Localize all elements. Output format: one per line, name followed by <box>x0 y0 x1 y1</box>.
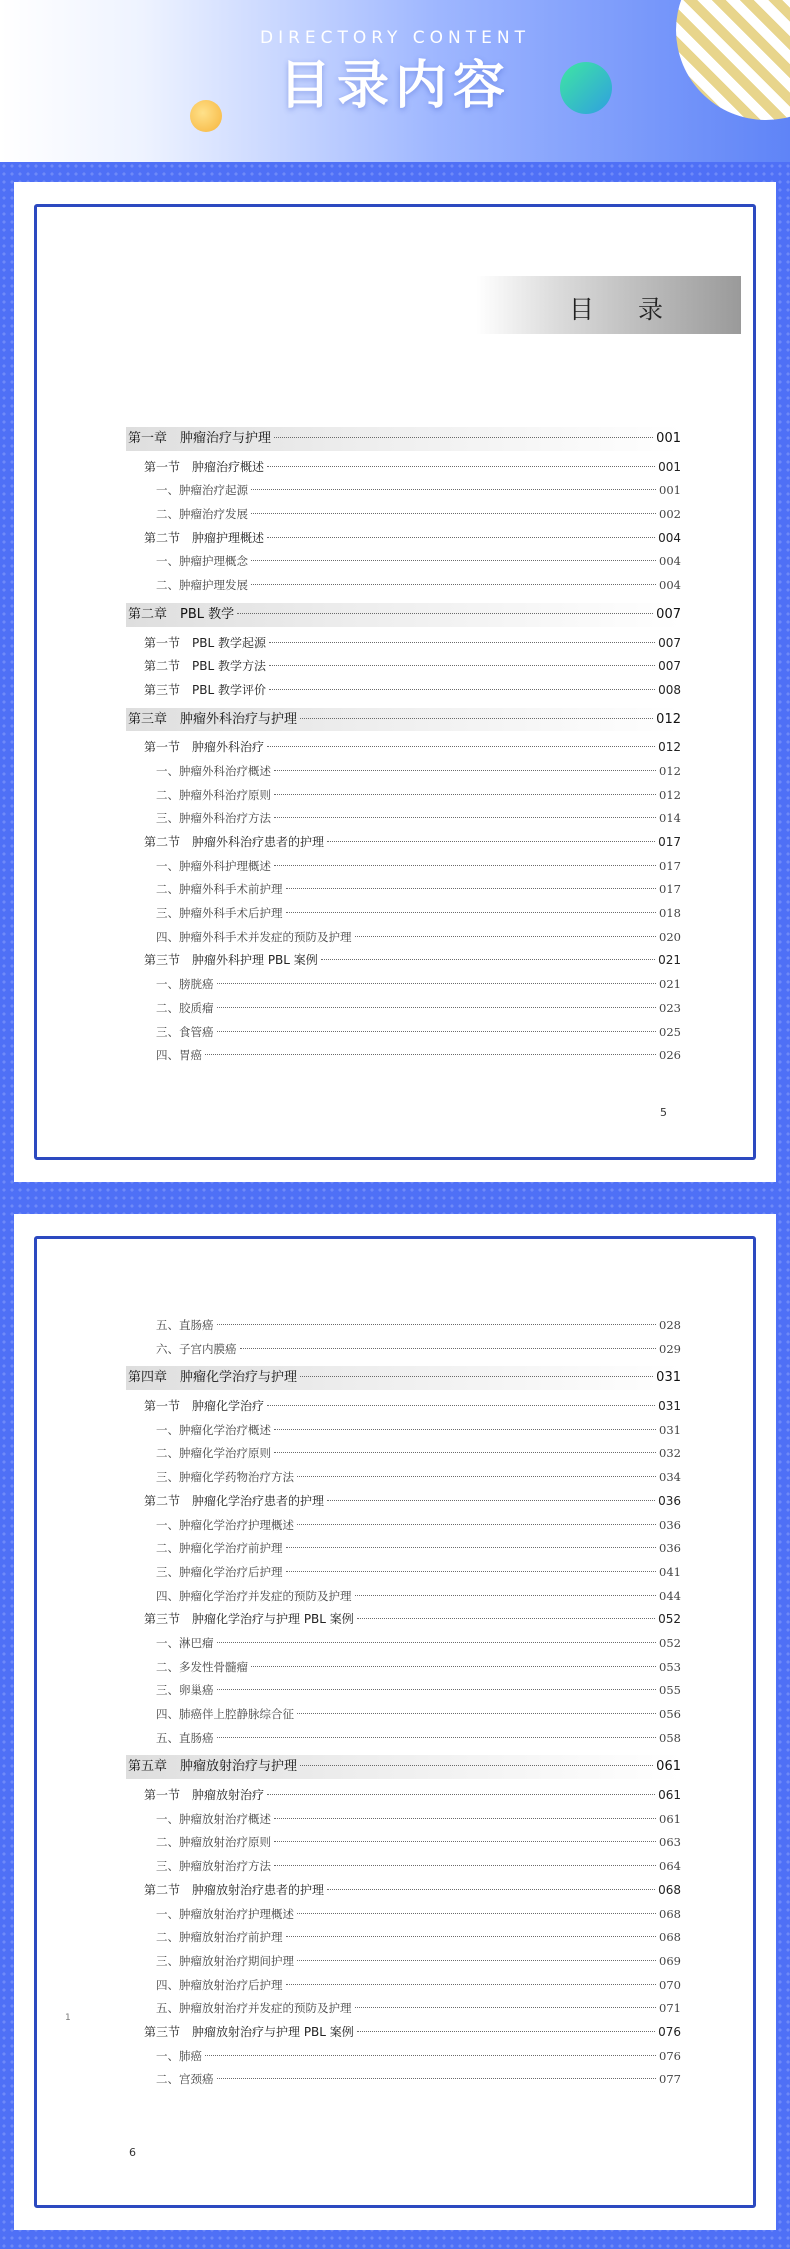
toc-item-row <box>126 902 681 926</box>
dot-leader <box>300 718 653 719</box>
toc-entry-page: 018 <box>659 906 681 921</box>
dot-leader <box>274 817 656 818</box>
toc-entry-title: 四、肺癌伴上腔静脉综合征 <box>156 1707 294 1721</box>
toc-item-row <box>126 1703 681 1727</box>
dot-leader <box>251 560 656 561</box>
toc-item-row <box>126 1632 681 1656</box>
toc-entry-title: 四、肿瘤化学治疗并发症的预防及护理 <box>156 1588 352 1603</box>
dot-leader <box>217 1324 657 1325</box>
toc-entry-title: 五、直肠癌 <box>156 1730 214 1745</box>
toc-entry-page: 061 <box>656 1759 681 1775</box>
toc-entry-title: 第三节 肿瘤化学治疗与护理 PBL 案例 <box>144 1612 354 1627</box>
toc-item-row <box>126 926 681 950</box>
toc-entry-title: 二、多发性骨髓瘤 <box>156 1659 248 1674</box>
toc-list <box>126 1314 681 2092</box>
toc-entry-page: 004 <box>659 578 681 593</box>
toc-item-row <box>126 973 681 997</box>
toc-entry-title: 第五章 肿瘤放射治疗与护理 <box>128 1759 298 1775</box>
dot-leader <box>286 912 657 913</box>
dot-leader <box>355 1595 657 1596</box>
toc-entry-page: 052 <box>658 1612 681 1627</box>
toc-entry-title: 二、肿瘤放射治疗前护理 <box>156 1930 283 1945</box>
toc-section-row <box>126 1879 681 1903</box>
dot-leader <box>274 1865 656 1866</box>
dot-leader <box>355 936 657 937</box>
dot-leader <box>274 1818 656 1819</box>
dot-leader <box>251 489 656 490</box>
dot-leader <box>327 1500 655 1501</box>
toc-entry-page: 021 <box>659 977 681 992</box>
toc-item-row <box>126 1314 681 1338</box>
dot-leader <box>267 537 655 538</box>
toc-item-row <box>126 1021 681 1045</box>
toc-entry-title: 第二节 肿瘤放射治疗患者的护理 <box>144 1882 325 1897</box>
header-subtitle: DIRECTORY CONTENT <box>260 28 530 48</box>
toc-entry-page: 007 <box>656 606 681 622</box>
toc-item-row <box>126 1727 681 1751</box>
toc-entry-page: 064 <box>659 1859 681 1874</box>
toc-item-row <box>126 784 681 808</box>
toc-entry-page: 068 <box>658 1882 681 1897</box>
toc-item-row <box>126 1679 681 1703</box>
dot-leader <box>297 1524 656 1525</box>
toc-item-row <box>126 503 681 527</box>
toc-entry-title: 四、胃癌 <box>156 1048 202 1063</box>
dot-leader <box>217 1737 657 1738</box>
toc-entry-page: 070 <box>659 1977 681 1992</box>
toc-entry-title: 三、卵巢癌 <box>156 1683 214 1698</box>
toc-entry-page: 068 <box>659 1906 681 1921</box>
toc-entry-page: 034 <box>659 1470 681 1485</box>
dot-leader <box>217 1642 657 1643</box>
toc-item-row <box>126 2045 681 2069</box>
dot-leader <box>267 1405 655 1406</box>
toc-entry-title: 二、胶质瘤 <box>156 1000 214 1015</box>
toc-entry-title: 二、肿瘤治疗发展 <box>156 507 248 522</box>
toc-item-row <box>126 1926 681 1950</box>
toc-entry-page: 036 <box>658 1493 681 1508</box>
dot-leader <box>300 1765 653 1766</box>
toc-entry-title: 二、肿瘤放射治疗原则 <box>156 1835 271 1850</box>
toc-section-row <box>126 1608 681 1632</box>
toc-item-row <box>126 855 681 879</box>
dot-leader <box>327 841 655 842</box>
toc-entry-title: 一、肿瘤外科治疗概述 <box>156 763 271 778</box>
toc-entry-page: 001 <box>658 459 681 474</box>
dot-leader <box>251 1666 656 1667</box>
toc-entry-page: 061 <box>659 1811 681 1826</box>
toc-entry-page: 031 <box>658 1399 681 1414</box>
dot-leader <box>205 2055 656 2056</box>
toc-entry-page: 036 <box>659 1517 681 1532</box>
toc-entry-page: 025 <box>659 1024 681 1039</box>
toc-list <box>126 422 681 1068</box>
toc-item-row <box>126 760 681 784</box>
dot-leader <box>286 888 657 889</box>
toc-entry-title: 三、食管癌 <box>156 1024 214 1039</box>
dot-leader <box>300 1376 653 1377</box>
toc-item-row <box>126 1585 681 1609</box>
toc-entry-title: 一、肿瘤放射治疗护理概述 <box>156 1906 294 1921</box>
toc-entry-title: 二、肿瘤护理发展 <box>156 578 248 593</box>
toc-item-row <box>126 878 681 902</box>
margin-mark: 1 <box>65 2013 71 2023</box>
toc-heading: 目 录 <box>569 295 681 324</box>
toc-entry-page: 007 <box>658 635 681 650</box>
toc-entry-page: 021 <box>658 953 681 968</box>
toc-item-row <box>126 1808 681 1832</box>
toc-chapter-row <box>126 603 681 627</box>
toc-entry-page: 029 <box>659 1341 681 1356</box>
toc-item-row <box>126 1419 681 1443</box>
dot-leader <box>205 1054 656 1055</box>
toc-entry-title: 第二节 肿瘤护理概述 <box>144 530 265 545</box>
toc-page-1 <box>14 182 776 1182</box>
toc-item-row <box>126 550 681 574</box>
dot-leader <box>274 1841 656 1842</box>
dot-leader <box>217 1031 657 1032</box>
toc-section-row <box>126 1490 681 1514</box>
toc-entry-title: 四、肿瘤放射治疗后护理 <box>156 1977 283 1992</box>
toc-entry-page: 002 <box>659 507 681 522</box>
header-banner <box>0 0 790 162</box>
toc-chapter-row <box>126 1366 681 1390</box>
toc-entry-page: 077 <box>659 2072 681 2087</box>
dot-leader <box>286 1936 657 1937</box>
toc-entry-title: 二、肿瘤外科治疗原则 <box>156 787 271 802</box>
dot-leader <box>267 466 655 467</box>
toc-item-row <box>126 807 681 831</box>
toc-entry-title: 二、肿瘤外科手术前护理 <box>156 882 283 897</box>
dot-leader <box>240 1348 657 1349</box>
dot-leader <box>297 1913 656 1914</box>
toc-entry-title: 一、肿瘤治疗起源 <box>156 483 248 498</box>
toc-section-row <box>126 949 681 973</box>
toc-entry-page: 036 <box>659 1541 681 1556</box>
toc-entry-page: 017 <box>658 835 681 849</box>
toc-entry-page: 017 <box>659 858 681 873</box>
toc-entry-page: 008 <box>658 682 681 697</box>
toc-entry-page: 056 <box>659 1707 681 1721</box>
toc-entry-title: 第一章 肿瘤治疗与护理 <box>128 431 272 446</box>
toc-entry-title: 第一节 肿瘤外科治疗 <box>144 740 265 755</box>
toc-entry-title: 三、肿瘤外科手术后护理 <box>156 906 283 921</box>
toc-entry-title: 五、直肠癌 <box>156 1318 214 1332</box>
toc-item-row <box>126 1903 681 1927</box>
toc-section-row <box>126 456 681 480</box>
toc-entry-title: 第三章 肿瘤外科治疗与护理 <box>128 711 298 727</box>
toc-section-row <box>126 632 681 656</box>
toc-item-row <box>126 1442 681 1466</box>
toc-entry-page: 031 <box>659 1422 681 1437</box>
toc-entry-page: 017 <box>659 882 681 897</box>
toc-entry-title: 一、肿瘤化学治疗护理概述 <box>156 1517 294 1532</box>
dot-leader <box>286 1571 657 1572</box>
dot-leader <box>251 584 656 585</box>
dot-leader <box>286 1984 657 1985</box>
dot-leader <box>286 1547 657 1548</box>
header-title: 目录内容 <box>278 56 511 116</box>
toc-entry-page: 001 <box>656 431 681 446</box>
toc-entry-page: 053 <box>659 1659 681 1674</box>
toc-chapter-row <box>126 708 681 732</box>
toc-entry-page: 044 <box>659 1588 681 1603</box>
toc-entry-title: 第二节 肿瘤外科治疗患者的护理 <box>144 835 325 849</box>
dot-leader <box>274 1429 656 1430</box>
toc-entry-page: 031 <box>656 1370 681 1386</box>
toc-entry-title: 三、肿瘤化学药物治疗方法 <box>156 1470 294 1485</box>
dot-leader <box>267 1794 655 1795</box>
toc-entry-title: 六、子宫内膜癌 <box>156 1341 237 1356</box>
toc-entry-page: 041 <box>659 1564 681 1579</box>
toc-entry-title: 三、肿瘤放射治疗方法 <box>156 1859 271 1874</box>
toc-entry-page: 012 <box>656 711 681 727</box>
toc-entry-page: 028 <box>659 1318 681 1332</box>
toc-entry-page: 007 <box>658 659 681 674</box>
dot-leader <box>217 2078 657 2079</box>
toc-entry-title: 四、肿瘤外科手术并发症的预防及护理 <box>156 929 352 944</box>
toc-item-row <box>126 1466 681 1490</box>
toc-entry-page: 023 <box>659 1000 681 1015</box>
toc-entry-title: 一、肿瘤化学治疗概述 <box>156 1422 271 1437</box>
toc-item-row <box>126 1997 681 2021</box>
toc-entry-title: 一、肿瘤外科护理概述 <box>156 858 271 873</box>
toc-item-row <box>126 1831 681 1855</box>
toc-item-row <box>126 1561 681 1585</box>
toc-entry-page: 052 <box>659 1635 681 1650</box>
dot-leader <box>274 865 656 866</box>
toc-entry-title: 第一节 肿瘤放射治疗 <box>144 1788 265 1803</box>
dot-leader <box>269 689 655 690</box>
dot-leader <box>267 746 655 747</box>
toc-entry-page: 020 <box>659 929 681 944</box>
toc-entry-title: 二、宫颈癌 <box>156 2072 214 2087</box>
dot-leader <box>237 613 653 614</box>
dot-leader <box>274 1452 656 1453</box>
toc-entry-page: 069 <box>659 1953 681 1968</box>
dot-leader <box>321 959 655 960</box>
toc-item-row <box>126 574 681 598</box>
toc-entry-title: 一、淋巴瘤 <box>156 1635 214 1650</box>
dot-leader <box>357 1618 655 1619</box>
dot-leader <box>274 437 653 438</box>
page-number: 6 <box>129 2146 136 2159</box>
toc-item-row <box>126 1044 681 1068</box>
toc-entry-page: 004 <box>659 554 681 569</box>
toc-entry-title: 二、肿瘤化学治疗前护理 <box>156 1541 283 1556</box>
toc-entry-title: 第二节 肿瘤化学治疗患者的护理 <box>144 1493 325 1508</box>
toc-section-row <box>126 831 681 855</box>
toc-entry-page: 061 <box>658 1788 681 1803</box>
toc-entry-title: 第一节 肿瘤化学治疗 <box>144 1399 265 1414</box>
dot-leader <box>327 1889 655 1890</box>
dot-leader <box>251 513 656 514</box>
toc-entry-title: 第三节 肿瘤放射治疗与护理 PBL 案例 <box>144 2024 354 2039</box>
toc-item-row <box>126 1514 681 1538</box>
toc-item-row <box>126 997 681 1021</box>
toc-item-row <box>126 1537 681 1561</box>
toc-entry-title: 三、肿瘤放射治疗期间护理 <box>156 1953 294 1968</box>
toc-item-row <box>126 2068 681 2092</box>
dot-leader <box>297 1713 656 1714</box>
toc-entry-page: 058 <box>659 1730 681 1745</box>
toc-entry-page: 001 <box>659 483 681 498</box>
toc-section-row <box>126 679 681 703</box>
toc-entry-page: 055 <box>659 1683 681 1698</box>
dot-leader <box>357 2031 655 2032</box>
toc-entry-title: 第一节 肿瘤治疗概述 <box>144 459 265 474</box>
toc-entry-title: 二、肿瘤化学治疗原则 <box>156 1446 271 1461</box>
toc-section-row <box>126 527 681 551</box>
toc-chapter-row <box>126 427 681 451</box>
toc-item-row <box>126 1950 681 1974</box>
toc-item-row <box>126 1974 681 1998</box>
dot-leader <box>355 2007 657 2008</box>
dot-leader <box>217 1007 657 1008</box>
toc-entry-title: 三、肿瘤外科治疗方法 <box>156 811 271 826</box>
dot-leader <box>269 665 655 666</box>
toc-entry-title: 五、肿瘤放射治疗并发症的预防及护理 <box>156 2001 352 2016</box>
toc-entry-title: 一、肺癌 <box>156 2048 202 2063</box>
toc-item-row <box>126 1656 681 1680</box>
toc-entry-page: 071 <box>659 2001 681 2016</box>
toc-chapter-row <box>126 1755 681 1779</box>
toc-entry-page: 076 <box>659 2048 681 2063</box>
toc-heading-banner <box>476 276 741 334</box>
toc-item-row <box>126 1855 681 1879</box>
toc-section-row <box>126 736 681 760</box>
toc-section-row <box>126 1395 681 1419</box>
toc-item-row <box>126 1338 681 1362</box>
dot-leader <box>297 1960 656 1961</box>
dot-leader <box>274 770 656 771</box>
toc-entry-page: 012 <box>659 787 681 802</box>
toc-entry-title: 第三节 PBL 教学评价 <box>144 682 266 697</box>
toc-entry-title: 第四章 肿瘤化学治疗与护理 <box>128 1370 298 1386</box>
page-number: 5 <box>660 1106 667 1119</box>
toc-entry-page: 012 <box>659 763 681 778</box>
toc-entry-page: 068 <box>659 1930 681 1945</box>
toc-section-row <box>126 1784 681 1808</box>
toc-entry-title: 第二章 PBL 教学 <box>128 606 235 622</box>
toc-entry-page: 026 <box>659 1048 681 1063</box>
toc-page-2 <box>14 1214 776 2230</box>
toc-entry-title: 一、肿瘤放射治疗概述 <box>156 1811 271 1826</box>
toc-section-row <box>126 2021 681 2045</box>
toc-entry-title: 一、膀胱癌 <box>156 977 214 992</box>
toc-entry-page: 076 <box>658 2024 681 2039</box>
dot-leader <box>217 1689 657 1690</box>
toc-entry-page: 063 <box>659 1835 681 1850</box>
toc-entry-page: 004 <box>658 530 681 545</box>
dot-leader <box>274 794 656 795</box>
toc-entry-title: 第二节 PBL 教学方法 <box>144 659 266 674</box>
dot-leader <box>217 983 657 984</box>
toc-entry-title: 一、肿瘤护理概念 <box>156 554 248 569</box>
dot-leader <box>269 642 655 643</box>
toc-entry-title: 第一节 PBL 教学起源 <box>144 635 266 650</box>
toc-entry-page: 012 <box>658 740 681 755</box>
toc-entry-title: 第三节 肿瘤外科护理 PBL 案例 <box>144 953 318 968</box>
dot-leader <box>297 1476 656 1477</box>
toc-entry-title: 三、肿瘤化学治疗后护理 <box>156 1564 283 1579</box>
toc-item-row <box>126 479 681 503</box>
toc-entry-page: 032 <box>659 1446 681 1461</box>
toc-entry-page: 014 <box>659 811 681 826</box>
toc-section-row <box>126 655 681 679</box>
